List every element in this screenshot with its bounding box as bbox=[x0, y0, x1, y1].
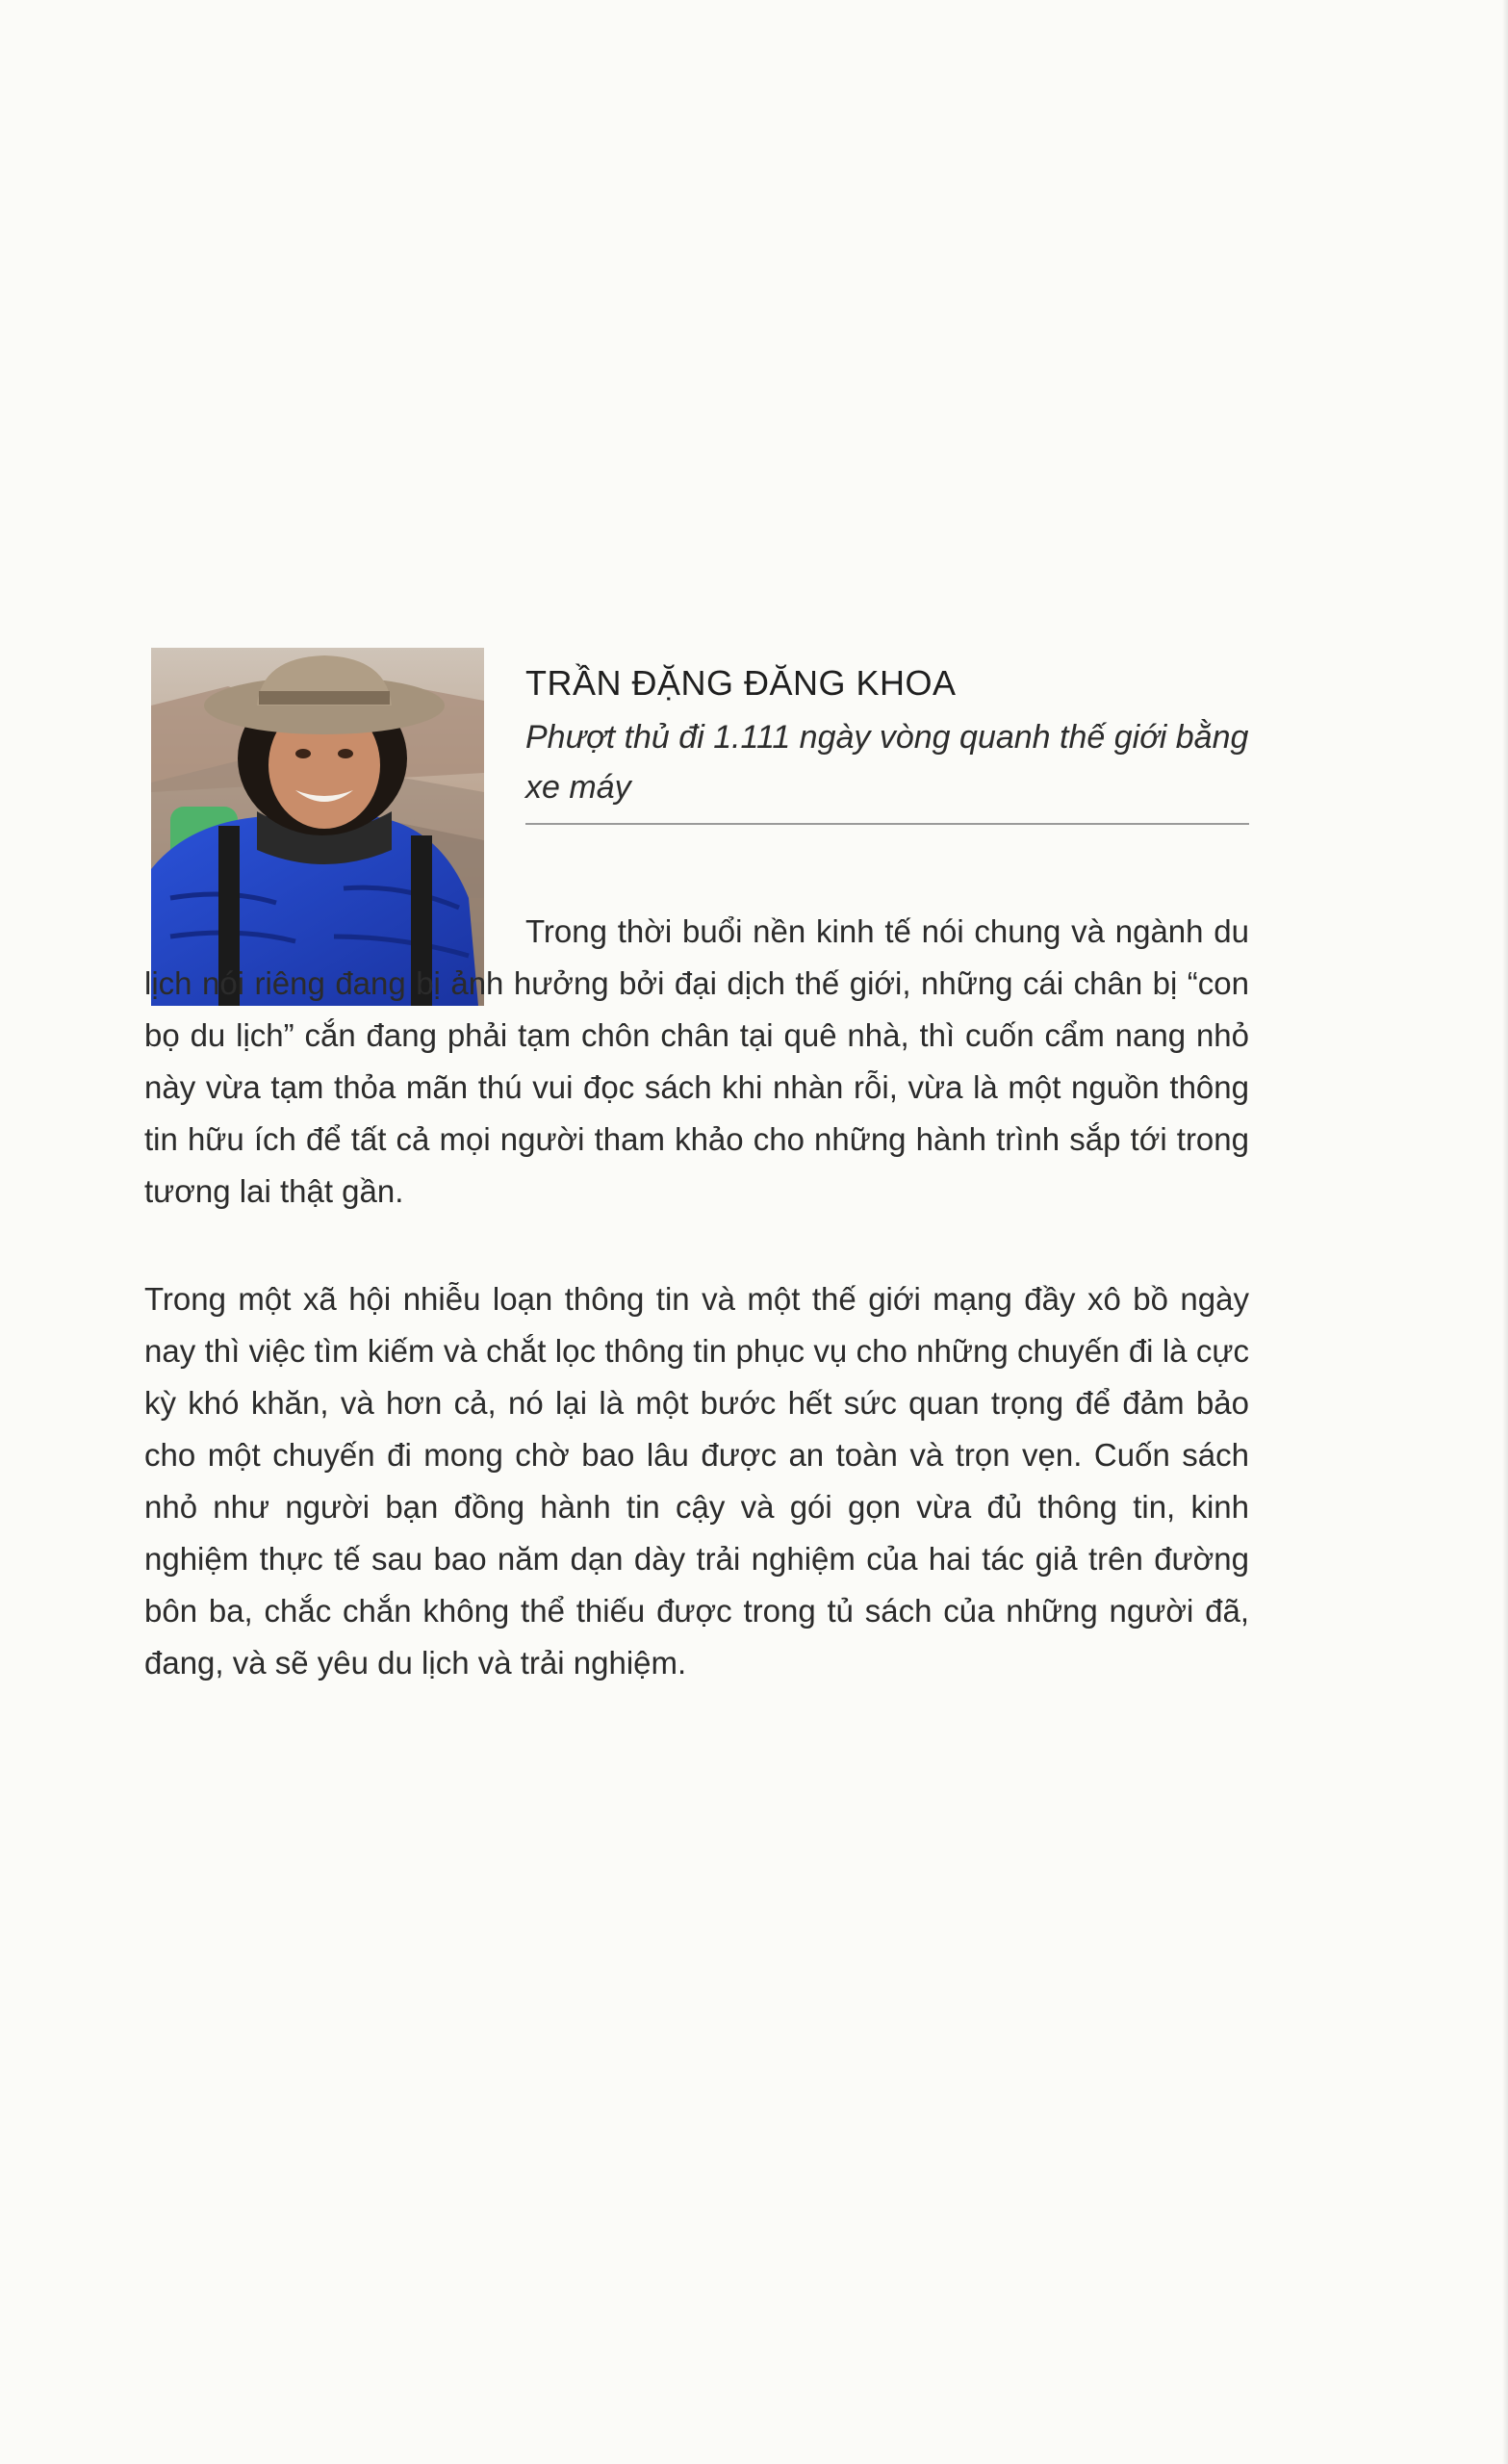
author-name: TRẦN ĐẶNG ĐĂNG KHOA bbox=[525, 663, 957, 703]
divider-line bbox=[525, 823, 1249, 825]
page-edge-shadow bbox=[1502, 0, 1508, 2464]
author-info bbox=[525, 658, 1249, 812]
body-paragraph-2: Trong một xã hội nhiễu loạn thông tin và một thế giới mạng đầy xô bồ ngày nay thì việc tìm kiếm và chắt lọc thông tin phục vụ cho những chuyến đi là cực kỳ khó khăn, và hơn cả, nó lại là một bước hết sức quan trọng để đảm bảo cho một chuyến đi mong chờ bao lâu được an toàn và trọn vẹn. Cuốn sách nhỏ như người bạn đồng hành tin cậy và gói gọn vừa đủ thông tin, kinh nghiệm thực tế sau bao năm dạn dày trải nghiệm của hai tác giả trên đường bôn ba, chắc chắn không thể thiếu được trong tủ sách của những người đã, đang, và sẽ yêu du lịch và trải nghiệm. bbox=[144, 1281, 1249, 1681]
author-description: Phượt thủ đi 1.111 ngày vòng quanh thế giới bằng xe máy bbox=[525, 719, 1249, 806]
body-paragraph-1: Trong thời buổi nền kinh tế nói chung và ngành du lịch nói riêng đang bị ảnh hưởng bởi đại dịch thế giới, những cái chân bị “con bọ du lịch” cắn đang phải tạm chôn chân tại quê nhà, thì cuốn cẩm nang nhỏ này vừa tạm thỏa mãn thú vui đọc sách khi nhàn rỗi, vừa là một nguồn thông tin hữu ích để tất cả mọi người tham khảo cho những hành trình sắp tới trong tương lai thật gần. bbox=[144, 913, 1249, 1209]
